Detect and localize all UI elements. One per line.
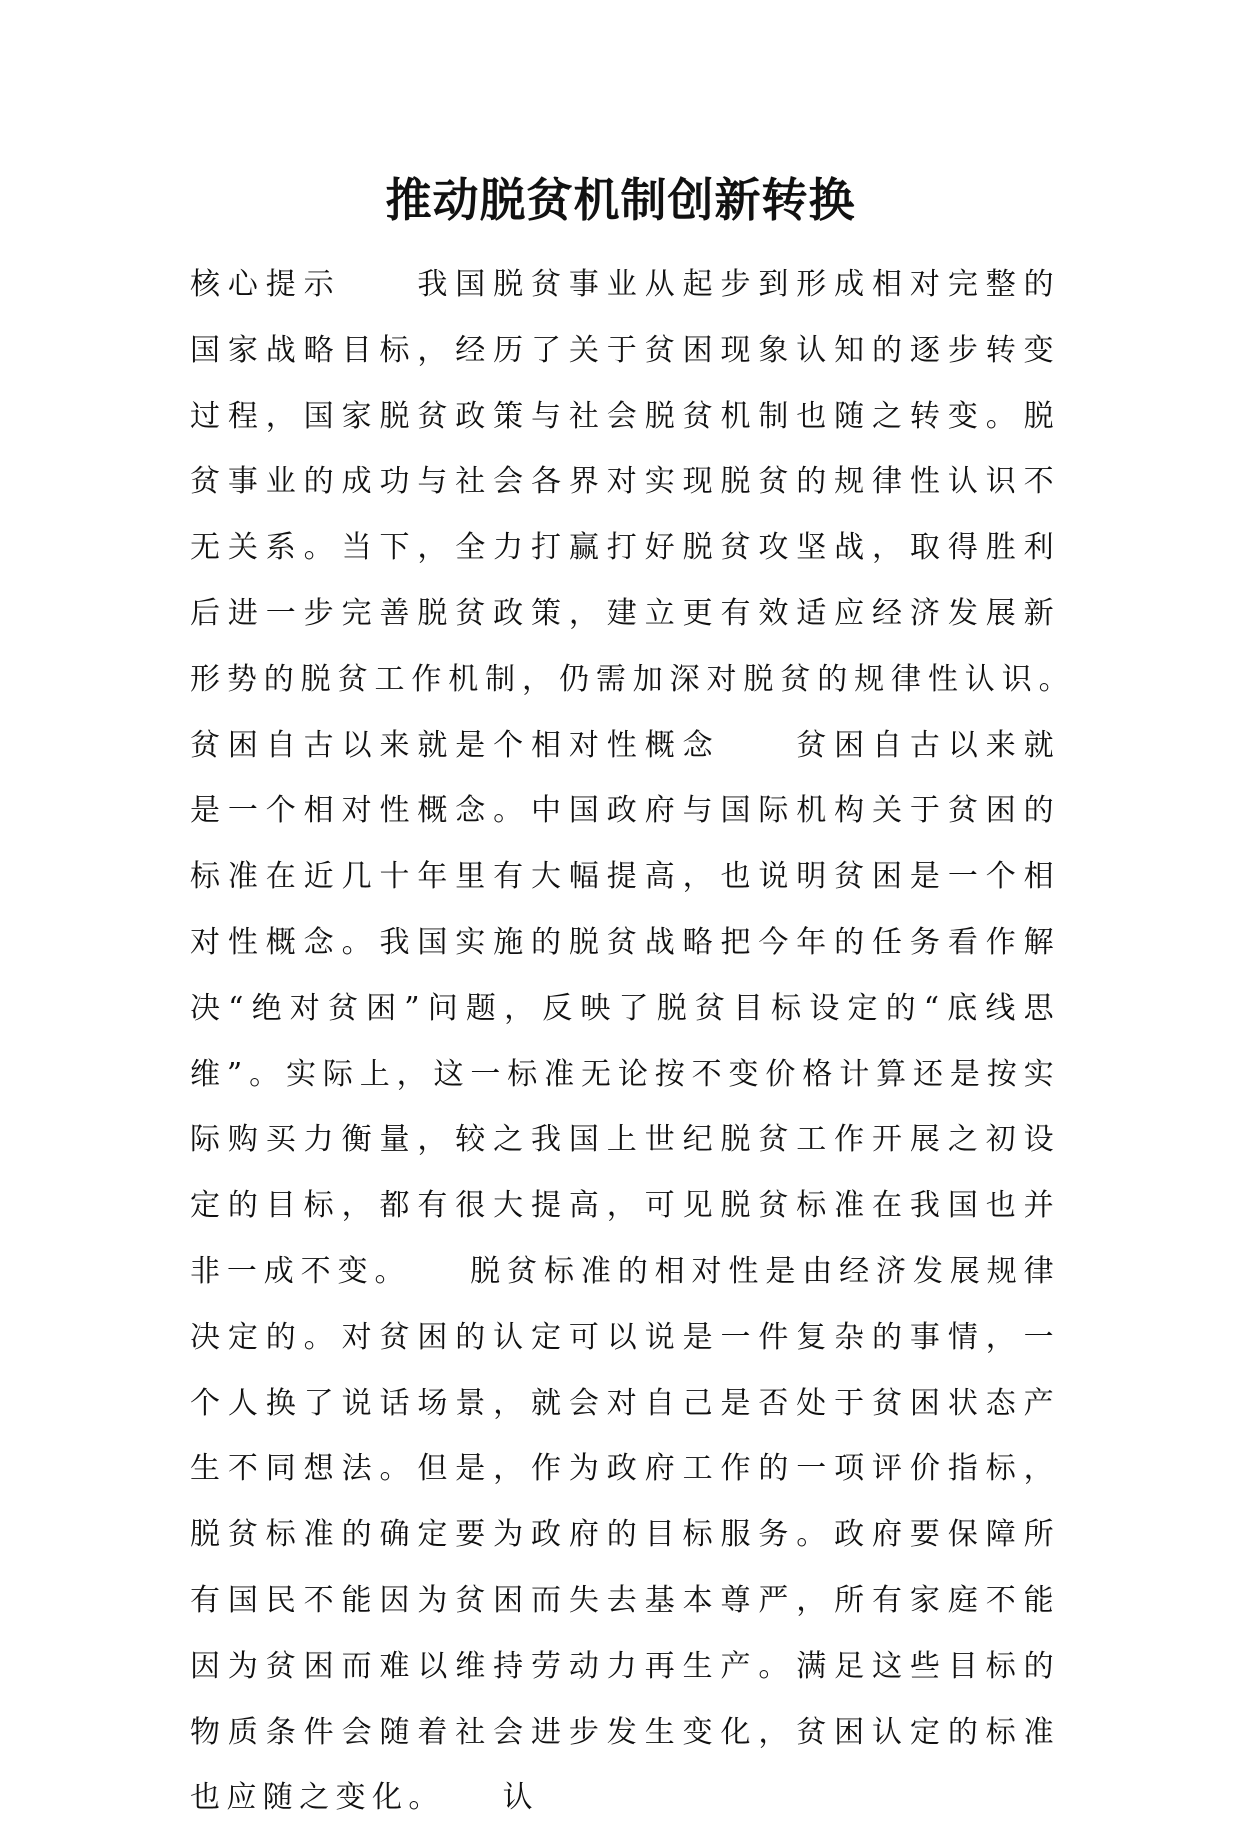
- document-title: 推动脱贫机制创新转换: [385, 173, 856, 227]
- document-body: 核心提示 我国脱贫事业从起步到形成相对完整的国家战略目标，经历了关于贫困现象认知的逐步转变过程，国家脱贫政策与社会脱贫机制也随之转变。脱贫事业的成功与社会各界对实现脱贫的规律性认识不无关系。当下，全力打赢打好脱贫攻坚战，取得胜利后进一步完善脱贫政策，建立更有效适应经济发展新形势的脱贫工作机制，仍需加深对脱贫的规律性认识。 贫困自古以来就是个相对性概念 贫困自古以来就是一个相对性概念。中国政府与国际机构关于贫困的标准在近几十年里有大幅提高，也说明贫困是一个相对性概念。我国实施的脱贫战略把今年的任务看作解决“绝对贫困”问题，反映了脱贫目标设定的“底线思维”。实际上，这一标准无论按不变价格计算还是按实际购买力衡量，较之我国上世纪脱贫工作开展之初设定的目标，都有很大提高，可见脱贫标准在我国也并非一成不变。 脱贫标准的相对性是由经济发展规律决定的。对贫困的认定可以说是一件复杂的事情，一个人换了说话场景，就会对自己是否处于贫困状态产生不同想法。但是，作为政府工作的一项评价指标，脱贫标准的确定要为政府的目标服务。政府要保障所有国民不能因为贫困而失去基本尊严，所有家庭不能因为贫困而难以维持劳动力再生产。满足这些目标的物质条件会随着社会进步发生变化，贫困认定的标准也应随之变化。 认: [190, 267, 1133, 1816]
